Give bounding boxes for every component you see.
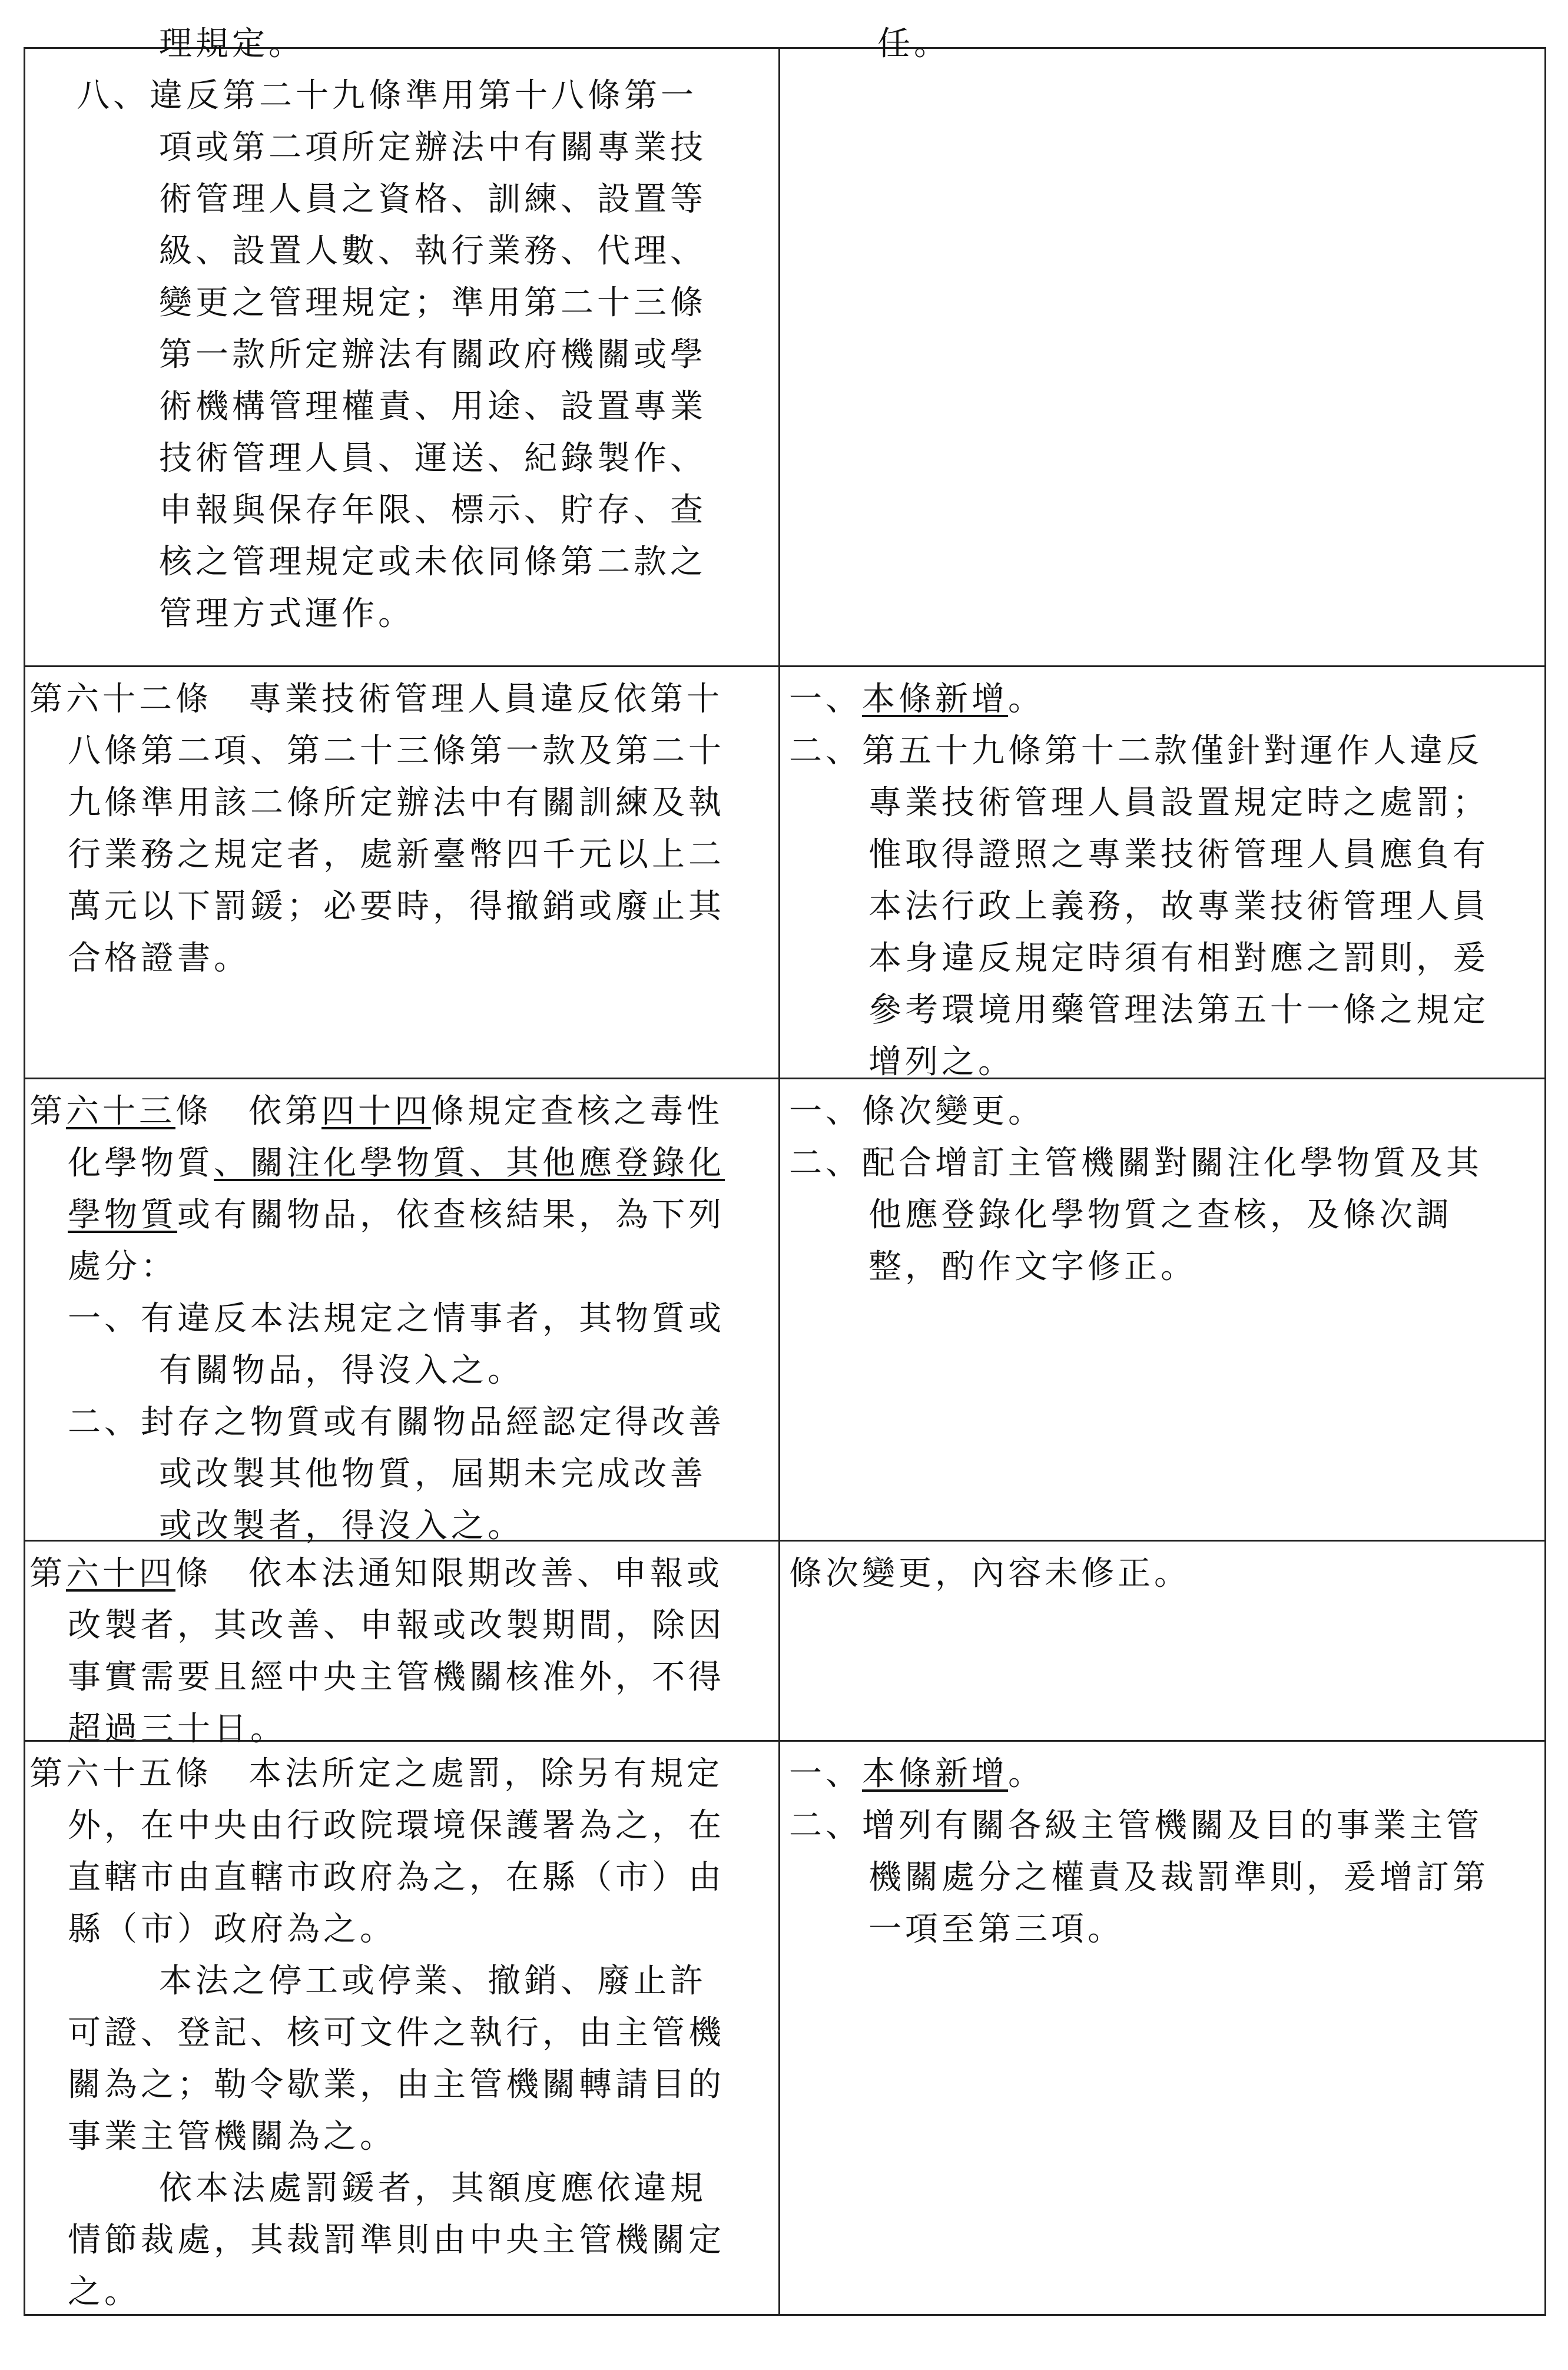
text-segment: 行業務之規定者，處新臺幣四千元以上二 [68,836,725,874]
amended-text-line [159,1347,524,1394]
amended-text-line [159,539,707,586]
amended-text-line [68,1192,725,1239]
underlined-amendment-text: 六十三 [66,1092,175,1131]
text-segment: 二、配合增訂主管機關對關注化學物質及其 [789,1144,1483,1182]
text-segment: 條 依第 [175,1092,321,1131]
text-segment: 管理方式運作。 [159,595,415,633]
amended-text-line [68,1906,396,1953]
amended-text-line [68,1706,287,1753]
text-segment: 級、設置人數、執行業務、代理、 [159,232,707,270]
text-segment: 一項至第三項。 [868,1910,1124,1948]
underlined-amendment-text: 六十四 [66,1554,175,1593]
text-segment: 任。 [877,25,950,63]
text-segment: 理規定。 [159,25,305,63]
explanation-line [868,1854,1489,1901]
amended-text-line [159,228,707,275]
amended-text-line [68,1295,725,1343]
text-segment: 事實需要且經中央主管機關核准外，不得 [68,1658,725,1696]
underlined-amendment-text: 本條新增 [862,680,1008,718]
amended-text-line [68,1654,725,1701]
text-segment: 九條準用該二條所定辦法中有關訓練及執 [68,784,725,822]
text-segment: 整，酌作文字修正。 [868,1248,1197,1286]
text-segment: 第六十二條 專業技術管理人員違反依第十 [29,680,723,718]
table-bottom-border [24,2314,1546,2316]
text-segment: 事業主管機關為之。 [68,2117,396,2156]
amended-text-line [68,2061,725,2109]
amended-text-line [159,435,707,482]
explanation-line [789,1140,1483,1187]
explanation-line [868,1192,1453,1239]
underlined-amendment-text: 四十四 [321,1092,431,1131]
amended-text-line [29,676,723,723]
explanation-line [868,831,1489,879]
text-segment: 他應登錄化學物質之查核，及條次調 [868,1196,1453,1234]
text-segment: 申報與保存年限、標示、貯存、查 [159,491,707,529]
text-segment: 項或第二項所定辦法中有關專業技 [159,128,707,167]
amended-text-line [29,1751,723,1798]
explanation-line [868,1906,1124,1953]
text-segment: 本法之停工或停業、撤銷、廢止許 [159,1962,707,2000]
amended-text-line [68,728,725,775]
table-left-border [24,47,25,2314]
amended-text-line [68,1602,725,1649]
text-segment: 。 [1008,680,1045,718]
text-segment: 二、封存之物質或有關物品經認定得改善 [68,1403,725,1441]
text-segment: 本法行政上義務，故專業技術管理人員 [868,887,1489,926]
text-segment: 可證、登記、核可文件之執行，由主管機 [68,2014,725,2052]
text-segment: 或改製其他物質，屆期未完成改善 [159,1455,707,1493]
text-segment: 參考環境用藥管理法第五十一條之規定 [868,991,1489,1029]
text-segment: 術管理人員之資格、訓練、設置等 [159,180,707,218]
text-segment: 超過三十日。 [68,1710,287,1748]
text-segment: 。 [1008,1755,1045,1793]
amended-text-line [159,1958,707,2005]
text-segment: 一、有違反本法規定之情事者，其物質或 [68,1300,725,1338]
table-row-divider [24,665,1546,667]
text-segment: 或有關物品，依查核結果，為下列 [177,1196,725,1234]
text-segment: 第 [29,1092,66,1131]
text-segment: 有關物品，得沒入之。 [159,1351,524,1390]
amended-text-line [68,2269,141,2316]
explanation-line [789,676,1045,723]
text-segment: 八條第二項、第二十三條第一款及第二十 [68,732,725,770]
amended-text-line [159,591,415,638]
amended-text-line [159,487,707,534]
amended-text-line [68,2217,725,2264]
text-segment: 二、第五十九條第十二款僅針對運作人違反 [789,732,1483,770]
explanation-line [868,1039,1015,1086]
text-segment: 一、 [789,680,862,718]
amended-text-line [159,1451,707,1498]
amended-text-line [68,2113,396,2160]
text-segment: 一、 [789,1755,862,1793]
text-segment: 一、條次變更。 [789,1092,1045,1131]
explanation-line [868,883,1489,930]
amended-text-line [29,1550,723,1597]
text-segment: 處分： [68,1248,177,1286]
underlined-amendment-text: 、關注化學物質、其他應登錄化 [214,1144,725,1182]
table-column-divider [778,47,780,2314]
text-segment: 技術管理人員、運送、紀錄製作、 [159,439,707,478]
text-segment: 外，在中央由行政院環境保護署為之，在 [68,1806,725,1845]
text-segment: 萬元以下罰鍰；必要時，得撤銷或廢止其 [68,887,725,926]
text-segment: 增列之。 [868,1043,1015,1081]
amended-text-line [68,1140,725,1187]
text-segment: 縣（市）政府為之。 [68,1910,396,1948]
explanation-line [789,1550,1191,1597]
text-segment: 直轄市由直轄市政府為之，在縣（市）由 [68,1858,725,1897]
explanation-line [868,780,1489,827]
text-segment: 條次變更，內容未修正。 [789,1554,1191,1593]
amended-text-line [77,72,697,120]
amended-text-line [68,1399,725,1446]
text-segment: 依本法處罰鍰者，其額度應依違規 [159,2169,707,2207]
text-segment: 本身違反規定時須有相對應之罰則，爰 [868,939,1489,977]
explanation-line [868,1244,1197,1291]
text-segment: 核之管理規定或未依同條第二款之 [159,543,707,581]
underlined-amendment-text: 學物質 [68,1196,177,1234]
explanation-line [877,21,950,68]
text-segment: 之。 [68,2273,141,2311]
amended-text-line [159,21,305,68]
text-segment: 第六十五條 本法所定之處罰，除另有規定 [29,1755,723,1793]
text-segment: 情節裁處，其裁罰準則由中央主管機關定 [68,2221,725,2259]
explanation-line [868,987,1489,1034]
amended-text-line [159,176,707,223]
text-segment: 機關處分之權責及裁罰準則，爰增訂第 [868,1858,1489,1897]
text-segment: 改製者，其改善、申報或改製期間，除因 [68,1606,725,1645]
explanation-line [789,1751,1045,1798]
explanation-line [789,1088,1045,1135]
amended-text-line [159,332,707,379]
underlined-amendment-text: 本條新增 [862,1755,1008,1793]
text-segment: 第 [29,1554,66,1593]
explanation-line [789,1802,1483,1849]
amended-text-line [68,2010,725,2057]
text-segment: 惟取得證照之專業技術管理人員應負有 [868,836,1489,874]
text-segment: 合格證書。 [68,939,250,977]
text-segment: 術機構管理權責、用途、設置專業 [159,387,707,426]
amended-text-line [159,124,707,171]
text-segment: 八、違反第二十九條準用第十八條第一 [77,77,697,115]
amended-text-line [68,1802,725,1849]
text-segment: 條 依本法通知限期改善、申報或 [175,1554,723,1593]
text-segment: 變更之管理規定；準用第二十三條 [159,284,707,322]
amended-text-line [68,831,725,879]
text-segment: 第一款所定辦法有關政府機關或學 [159,336,707,374]
explanation-line [868,935,1489,982]
amended-text-line [159,2165,707,2212]
amended-text-line [29,1088,723,1135]
text-segment: 化學物質 [68,1144,214,1182]
text-segment: 專業技術管理人員設置規定時之處罰； [868,784,1489,822]
text-segment: 或改製者，得沒入之。 [159,1507,524,1545]
amended-text-line [68,1244,177,1291]
amended-text-line [159,280,707,327]
amended-text-line [68,883,725,930]
table-row-divider [24,1078,1546,1079]
amended-text-line [68,780,725,827]
table-right-border [1544,47,1546,2314]
explanation-line [789,728,1483,775]
amended-text-line [159,1503,524,1550]
amended-text-line [68,1854,725,1901]
text-segment: 條規定查核之毒性 [431,1092,723,1131]
text-segment: 二、增列有關各級主管機關及目的事業主管 [789,1806,1483,1845]
amended-text-line [68,935,250,982]
text-segment: 關為之；勒令歇業，由主管機關轉請目的 [68,2066,725,2104]
amended-text-line [159,383,707,430]
